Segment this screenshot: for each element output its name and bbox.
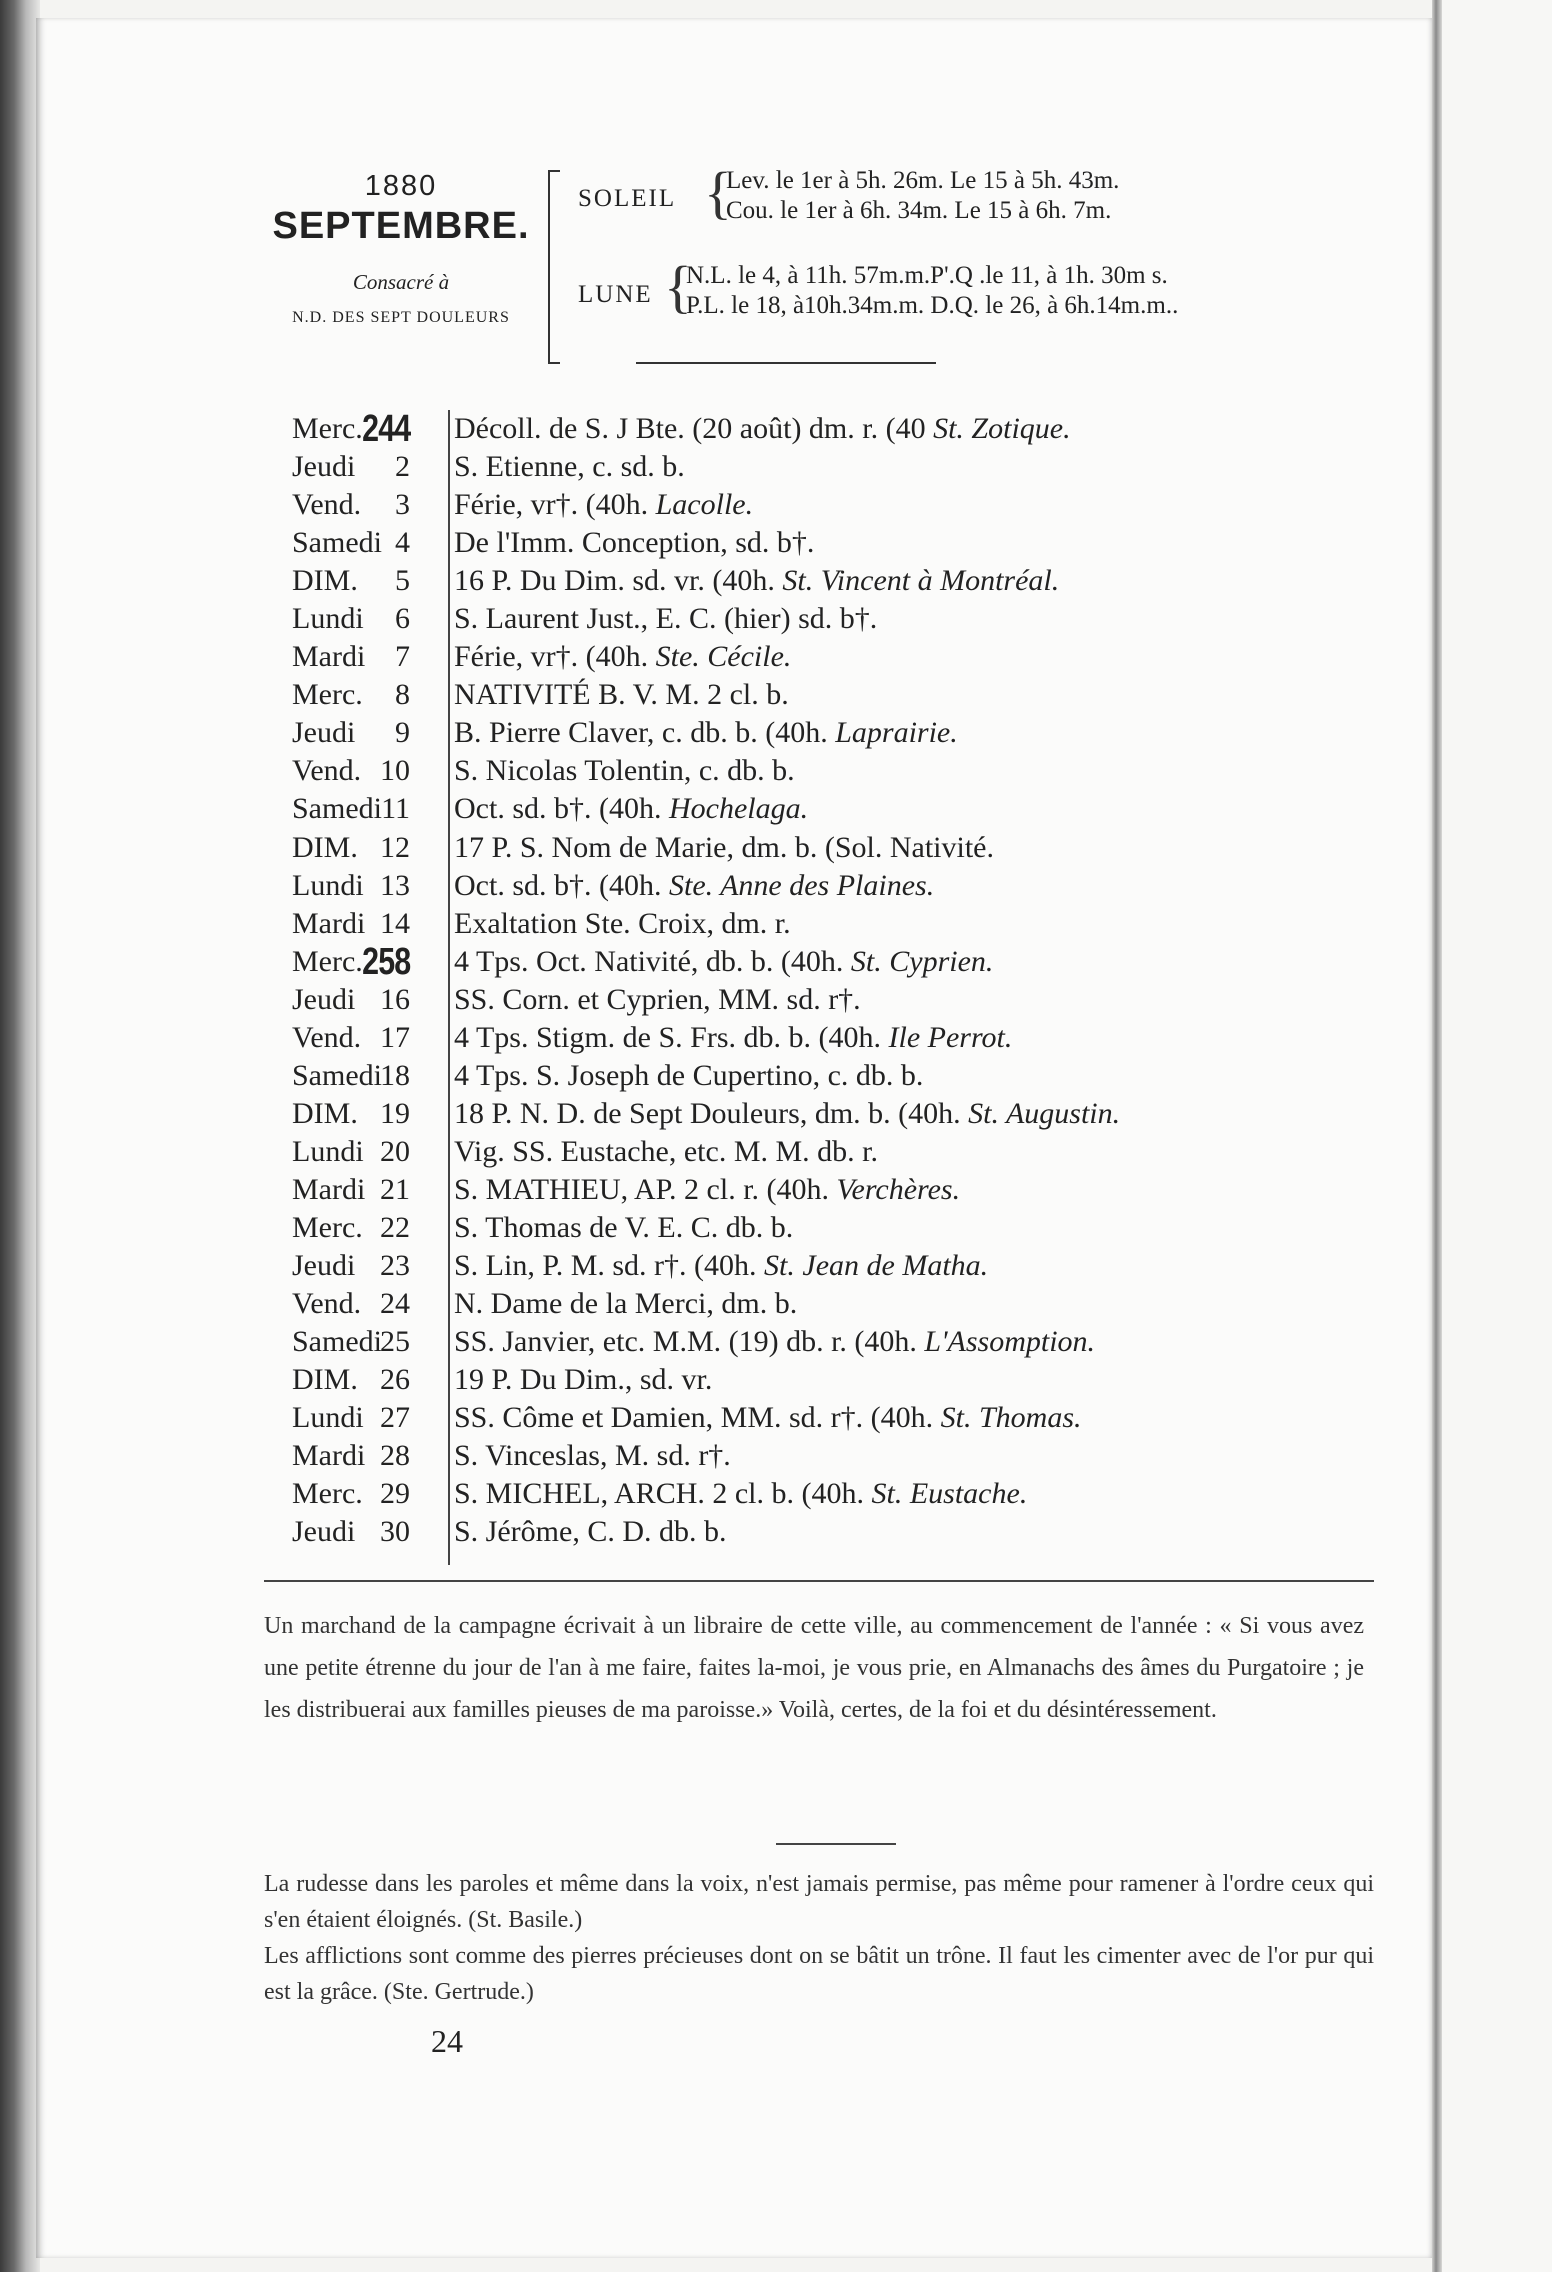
weekday: Jeudi <box>292 982 356 1016</box>
day-number: 17 <box>380 1020 410 1054</box>
calendar-row <box>36 486 1432 524</box>
forty-hours-place: St. Jean de Matha. <box>764 1249 989 1283</box>
soleil-set: Cou. le 1er à 6h. 34m. Le 15 à 6h. 7m. <box>726 197 1112 224</box>
weekday: Mardi <box>292 1172 366 1206</box>
forty-hours-place: Ste. Anne des Plaines. <box>668 868 935 902</box>
calendar-row <box>36 714 1432 752</box>
weekday: Samedi <box>292 526 382 560</box>
feast-entry <box>454 562 1059 600</box>
weekday: Jeudi <box>292 450 356 484</box>
feast-text: 19 P. Du Dim., sd. vr. <box>454 1363 713 1397</box>
quote-ste-gertrude: Les afflictions sont comme des pierres précieuses dont on se bâtit un trône. Il faut les cimenter avec de l'or pur qui est la grâce. (Ste. Gertrude.) <box>264 1943 1374 2005</box>
feast-entry <box>454 1475 1027 1513</box>
feast-entry <box>454 1057 923 1095</box>
weekday: Vend. <box>292 754 362 788</box>
margin-strip <box>1442 0 1552 2272</box>
month-title: SEPTEMBRE. <box>272 205 530 247</box>
weekday: Merc. <box>292 412 363 445</box>
weekday: Vend. <box>292 1020 362 1054</box>
day-number: 22 <box>380 1210 410 1244</box>
weekday: Mardi <box>292 640 366 674</box>
feast-entry <box>454 714 958 752</box>
calendar-row <box>36 1323 1432 1361</box>
weekday: Merc. <box>292 1210 363 1244</box>
feast-text: 4 Tps. S. Joseph de Cupertino, c. db. b. <box>454 1058 924 1092</box>
calendar-table <box>36 410 1432 1551</box>
year-day-number: 258 <box>361 940 410 983</box>
day-number: 18 <box>380 1058 410 1092</box>
weekday: Jeudi <box>292 1515 356 1549</box>
header-bracket <box>548 170 560 364</box>
feast-text: Oct. sd. b†. (40h. <box>454 792 669 826</box>
weekday: Lundi <box>292 602 364 636</box>
weekday: Mardi <box>292 1439 366 1473</box>
feast-text: De l'Imm. Conception, sd. b†. <box>454 526 815 560</box>
year: 1880 <box>364 170 438 202</box>
feast-entry <box>454 524 814 562</box>
calendar-row <box>36 1437 1432 1475</box>
feast-entry <box>454 638 791 676</box>
soleil-brace: { <box>704 160 732 225</box>
feast-text: 4 Tps. Oct. Nativité, db. b. (40h. <box>454 944 851 978</box>
day-number: 8 <box>395 678 410 712</box>
forty-hours-place: Ile Perrot. <box>888 1020 1013 1054</box>
feast-entry <box>454 1285 797 1323</box>
calendar-row <box>36 410 1432 448</box>
weekday: Samedi <box>292 1058 382 1092</box>
feast-text: SS. Janvier, etc. M.M. (19) db. r. (40h. <box>454 1325 925 1359</box>
weekday: Merc. <box>292 678 363 712</box>
forty-hours-place: Verchères. <box>836 1172 961 1206</box>
section-divider <box>776 1843 896 1845</box>
feast-entry <box>454 448 685 486</box>
soleil-rise: Lev. le 1er à 5h. 26m. Le 15 à 5h. 43m. <box>726 167 1120 194</box>
day-number: 6 <box>395 602 410 636</box>
consecrated-label: Consacré à <box>352 270 450 294</box>
feast-text: SS. Corn. et Cyprien, MM. sd. r†. <box>454 982 861 1016</box>
calendar-row <box>36 600 1432 638</box>
weekday: Lundi <box>292 1401 364 1435</box>
quote-st-basile: La rudesse dans les paroles et même dans la voix, n'est jamais permise, pas même pour ramener à l'ordre ceux qui s'en étaient éloignés. (St. Basile.) <box>264 1871 1374 1933</box>
weekday: Jeudi <box>292 1249 356 1283</box>
feast-text: S. Thomas de V. E. C. db. b. <box>454 1210 794 1244</box>
feast-entry <box>454 486 753 524</box>
calendar-row <box>36 1019 1432 1057</box>
feast-text: 16 P. Du Dim. sd. vr. (40h. <box>454 564 783 598</box>
calendar-bottom-rule <box>264 1580 1374 1582</box>
header-divider <box>636 362 936 364</box>
weekday: Samedi <box>292 1325 382 1359</box>
lune-brace: { <box>664 254 692 319</box>
day-number: 12 <box>380 830 410 864</box>
weekday: Lundi <box>292 1134 364 1168</box>
feast-text: S. Jérôme, C. D. db. b. <box>454 1515 727 1549</box>
feast-text: 4 Tps. Stigm. de S. Frs. db. b. (40h. <box>454 1020 889 1054</box>
calendar-row <box>36 448 1432 486</box>
feast-text: S. Lin, P. M. sd. r†. (40h. <box>454 1249 765 1283</box>
day-number: 28 <box>380 1439 410 1473</box>
day-number: 23 <box>380 1249 410 1283</box>
weekday: DIM. <box>292 564 358 598</box>
header-title-block <box>231 170 571 327</box>
weekday: DIM. <box>292 1363 358 1397</box>
forty-hours-place: Lacolle. <box>655 488 754 522</box>
day-number: 13 <box>380 868 410 902</box>
forty-hours-place: St. Cyprien. <box>850 944 994 978</box>
soleil-label: SOLEIL <box>578 185 677 212</box>
feast-entry <box>454 1209 793 1247</box>
day-number: 5 <box>395 564 410 598</box>
feast-entry <box>454 676 789 714</box>
day-number: 9 <box>395 716 410 750</box>
day-number: 16 <box>380 982 410 1016</box>
almanac-page <box>36 18 1432 2258</box>
feast-text: S. MATHIEU, AP. 2 cl. r. (40h. <box>454 1172 837 1206</box>
feast-text: B. Pierre Claver, c. db. b. (40h. <box>454 716 836 750</box>
feast-entry <box>454 981 861 1019</box>
calendar-row <box>36 867 1432 905</box>
feast-entry <box>454 1171 960 1209</box>
calendar-row <box>36 1247 1432 1285</box>
feast-text: S. Laurent Just., E. C. (hier) sd. b†. <box>454 602 878 636</box>
feast-text: S. Etienne, c. sd. b. <box>454 450 685 484</box>
forty-hours-place: L'Assomption. <box>924 1325 1096 1359</box>
feast-text: N. Dame de la Merci, dm. b. <box>454 1287 798 1321</box>
feast-text: Vig. SS. Eustache, etc. M. M. db. r. <box>454 1134 878 1168</box>
feast-entry <box>454 1095 1120 1133</box>
calendar-row <box>36 524 1432 562</box>
weekday: Samedi <box>292 792 382 826</box>
calendar-row <box>36 752 1432 790</box>
feast-text: S. Vinceslas, M. sd. r†. <box>454 1439 731 1473</box>
day-number: 2 <box>395 450 410 484</box>
weekday: Mardi <box>292 906 366 940</box>
weekday: Merc. <box>292 1477 363 1511</box>
day-number: 21 <box>380 1172 410 1206</box>
feast-entry <box>454 752 795 790</box>
forty-hours-place: St. Augustin. <box>968 1096 1121 1130</box>
day-number: 24 <box>380 1287 410 1321</box>
day-number: 25 <box>380 1325 410 1359</box>
forty-hours-place: St. Vincent à Montréal. <box>782 564 1060 598</box>
day-number: 20 <box>380 1134 410 1168</box>
day-number: 27 <box>380 1401 410 1435</box>
feast-entry <box>454 1323 1095 1361</box>
day-number: 3 <box>395 488 410 522</box>
feast-entry <box>454 1513 727 1551</box>
day-number: 7 <box>395 640 410 674</box>
feast-entry <box>454 1361 712 1399</box>
forty-hours-place: St. Eustache. <box>871 1477 1028 1511</box>
day-number: 10 <box>380 754 410 788</box>
feast-entry <box>454 1247 988 1285</box>
lune-label: LUNE <box>578 281 653 308</box>
calendar-row <box>36 829 1432 867</box>
feast-entry <box>454 600 877 638</box>
day-number: 4 <box>395 526 410 560</box>
year-day-number: 244 <box>361 408 410 450</box>
weekday: DIM. <box>292 830 358 864</box>
feast-entry <box>454 829 994 867</box>
calendar-row <box>36 790 1432 828</box>
calendar-row <box>36 1475 1432 1513</box>
calendar-row <box>36 981 1432 1019</box>
forty-hours-place: Hochelaga. <box>668 792 809 826</box>
feast-text: S. Nicolas Tolentin, c. db. b. <box>454 754 795 788</box>
feast-entry <box>454 905 791 943</box>
lune-line-1: N.L. le 4, à 11h. 57m.m.P'.Q .le 11, à 1h. 30m s. <box>686 262 1168 289</box>
anecdote-paragraph: Un marchand de la campagne écrivait à un libraire de cette ville, au commencement de l'année : « Si vous avez une petite étrenne du jour de l'an à me faire, faites la-moi, je vous prie, en Almanachs des âmes du Purgatoire ; je les distribuerai aux familles pieuses de ma paroisse.» Voilà, certes, de la foi et du désintéressement. <box>264 1613 1364 1723</box>
calendar-row <box>36 562 1432 600</box>
feast-entry <box>454 790 808 828</box>
calendar-row <box>36 1285 1432 1323</box>
calendar-row <box>36 1057 1432 1095</box>
feast-entry <box>454 943 993 981</box>
feast-text: 17 P. S. Nom de Marie, dm. b. (Sol. Nativité. <box>454 830 994 864</box>
calendar-row <box>36 1399 1432 1437</box>
feast-entry <box>454 1399 1082 1437</box>
weekday: Merc. <box>292 944 363 978</box>
day-number: 14 <box>380 906 410 940</box>
weekday: Vend. <box>292 1287 362 1321</box>
day-number: 19 <box>380 1096 410 1130</box>
day-number: 11 <box>381 792 410 826</box>
calendar-row <box>36 905 1432 943</box>
feast-text: NATIVITÉ B. V. M. 2 cl. b. <box>454 678 789 712</box>
book-binding <box>0 0 40 2272</box>
feast-entry <box>454 410 1071 448</box>
feast-text: SS. Côme et Damien, MM. sd. r†. (40h. <box>454 1401 941 1435</box>
feast-entry <box>454 1019 1012 1057</box>
weekday: Vend. <box>292 488 362 522</box>
forty-hours-place: St. Zotique. <box>933 412 1071 445</box>
calendar-row <box>36 1361 1432 1399</box>
day-number: 26 <box>380 1363 410 1397</box>
feast-text: Exaltation Ste. Croix, dm. r. <box>454 906 791 940</box>
forty-hours-place: St. Thomas. <box>940 1401 1082 1435</box>
forty-hours-place: Ste. Cécile. <box>655 640 792 674</box>
calendar-row <box>36 1095 1432 1133</box>
feast-entry <box>454 1133 878 1171</box>
calendar-row <box>36 1209 1432 1247</box>
dedication: N.D. DES SEPT DOULEURS <box>292 309 510 326</box>
feast-text: Oct. sd. b†. (40h. <box>454 868 669 902</box>
feast-text: S. MICHEL, ARCH. 2 cl. b. (40h. <box>454 1477 872 1511</box>
feast-entry <box>454 867 934 905</box>
feast-text: Férie, vr†. (40h. <box>454 640 656 674</box>
feast-text: 18 P. N. D. de Sept Douleurs, dm. b. (40h. <box>454 1096 969 1130</box>
page-number: 24 <box>431 2023 463 2059</box>
calendar-row <box>36 1513 1432 1551</box>
calendar-row <box>36 940 1432 983</box>
day-number: 30 <box>380 1515 410 1549</box>
page-edge <box>1432 0 1442 2272</box>
feast-entry <box>454 1437 731 1475</box>
weekday: Jeudi <box>292 716 356 750</box>
weekday: Lundi <box>292 868 364 902</box>
calendar-row <box>36 1171 1432 1209</box>
forty-hours-place: Laprairie. <box>835 716 958 750</box>
calendar-row <box>36 638 1432 676</box>
feast-text: Férie, vr†. (40h. <box>454 488 656 522</box>
lune-line-2: P.L. le 18, à10h.34m.m. D.Q. le 26, à 6h.14m.m.. <box>686 292 1179 319</box>
calendar-row <box>36 1133 1432 1171</box>
weekday: DIM. <box>292 1096 358 1130</box>
day-number: 29 <box>380 1477 410 1511</box>
feast-text: Décoll. de S. J Bte. (20 août) dm. r. (40 <box>454 412 934 445</box>
calendar-row <box>36 676 1432 714</box>
